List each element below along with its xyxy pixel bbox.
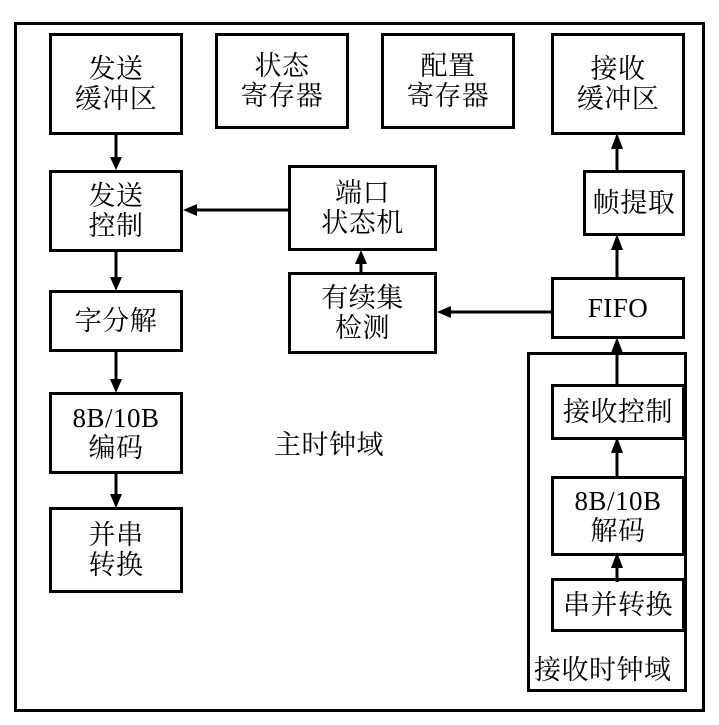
node-decode-8b10b-line-0: 8B/10B	[574, 485, 662, 516]
node-par-to-ser-line-0: 并串	[88, 519, 144, 550]
arrow-rx-control-to-fifo	[609, 337, 629, 387]
arrow-idle-detect-to-port-state-machine	[353, 250, 373, 274]
node-tx-buffer-line-1: 缓冲区	[74, 84, 158, 114]
node-tx-buffer	[49, 33, 183, 135]
node-rx-control	[551, 384, 685, 440]
node-idle-set-detect	[288, 272, 437, 354]
node-decode-8b10b	[551, 476, 685, 556]
node-encode-8b10b-line-0: 8B/10B	[72, 402, 160, 433]
node-status-register	[215, 33, 349, 129]
node-port-state-machine-line-1: 状态机	[321, 208, 404, 238]
node-tx-control-line-0: 发送	[88, 180, 144, 211]
node-tx-control-line-1: 控制	[88, 211, 144, 241]
arrow-ser-to-par-to-decode	[609, 552, 629, 582]
arrow-frame-extract-to-rx-buffer	[609, 133, 629, 173]
label-receive-clock-domain: 接收时钟域	[534, 655, 672, 685]
node-port-state-machine	[288, 165, 437, 251]
node-config-register	[381, 33, 515, 129]
node-rx-buffer	[551, 33, 685, 135]
node-fifo	[551, 277, 685, 339]
node-tx-buffer-line-0: 发送	[88, 53, 144, 84]
arrow-fifo-to-idle-detect	[436, 302, 554, 322]
arrow-port-state-machine-to-tx-control	[182, 200, 290, 220]
node-status-register-line-0: 状态	[254, 50, 310, 81]
node-fifo-line-0: FIFO	[587, 292, 649, 323]
node-par-to-ser-line-1: 转换	[88, 550, 144, 580]
node-tx-control	[49, 170, 183, 252]
arrow-tx-buffer-to-tx-control	[108, 135, 128, 171]
node-frame-extract-line-0: 帧提取	[592, 187, 676, 218]
node-config-register-line-1: 寄存器	[406, 81, 490, 111]
arrow-encode-to-par-to-ser	[108, 474, 128, 509]
arrow-decode-to-rx-control	[609, 437, 629, 479]
node-word-split	[49, 290, 183, 352]
arrow-tx-control-to-word-split	[108, 252, 128, 292]
node-idle-set-detect-line-0: 有续集	[321, 282, 404, 313]
node-idle-set-detect-line-1: 检测	[335, 313, 390, 343]
node-ser-to-par-line-0: 串并转换	[563, 589, 673, 620]
node-frame-extract	[583, 170, 685, 236]
arrow-word-split-to-encode	[108, 352, 128, 394]
node-encode-8b10b-line-1: 编码	[88, 433, 144, 463]
node-status-register-line-1: 寄存器	[240, 81, 324, 111]
label-main-clock-domain: 主时钟域	[274, 430, 384, 460]
node-rx-control-line-0: 接收控制	[563, 396, 673, 427]
node-rx-buffer-line-1: 缓冲区	[576, 84, 660, 114]
node-config-register-line-0: 配置	[420, 50, 476, 81]
node-par-to-ser	[49, 507, 183, 593]
node-rx-buffer-line-0: 接收	[590, 53, 646, 84]
node-ser-to-par	[551, 578, 685, 632]
node-encode-8b10b	[49, 392, 183, 474]
node-word-split-line-0: 字分解	[74, 305, 158, 336]
arrow-fifo-to-frame-extract	[609, 234, 629, 280]
node-decode-8b10b-line-1: 解码	[590, 516, 646, 546]
node-port-state-machine-line-0: 端口	[335, 177, 390, 208]
